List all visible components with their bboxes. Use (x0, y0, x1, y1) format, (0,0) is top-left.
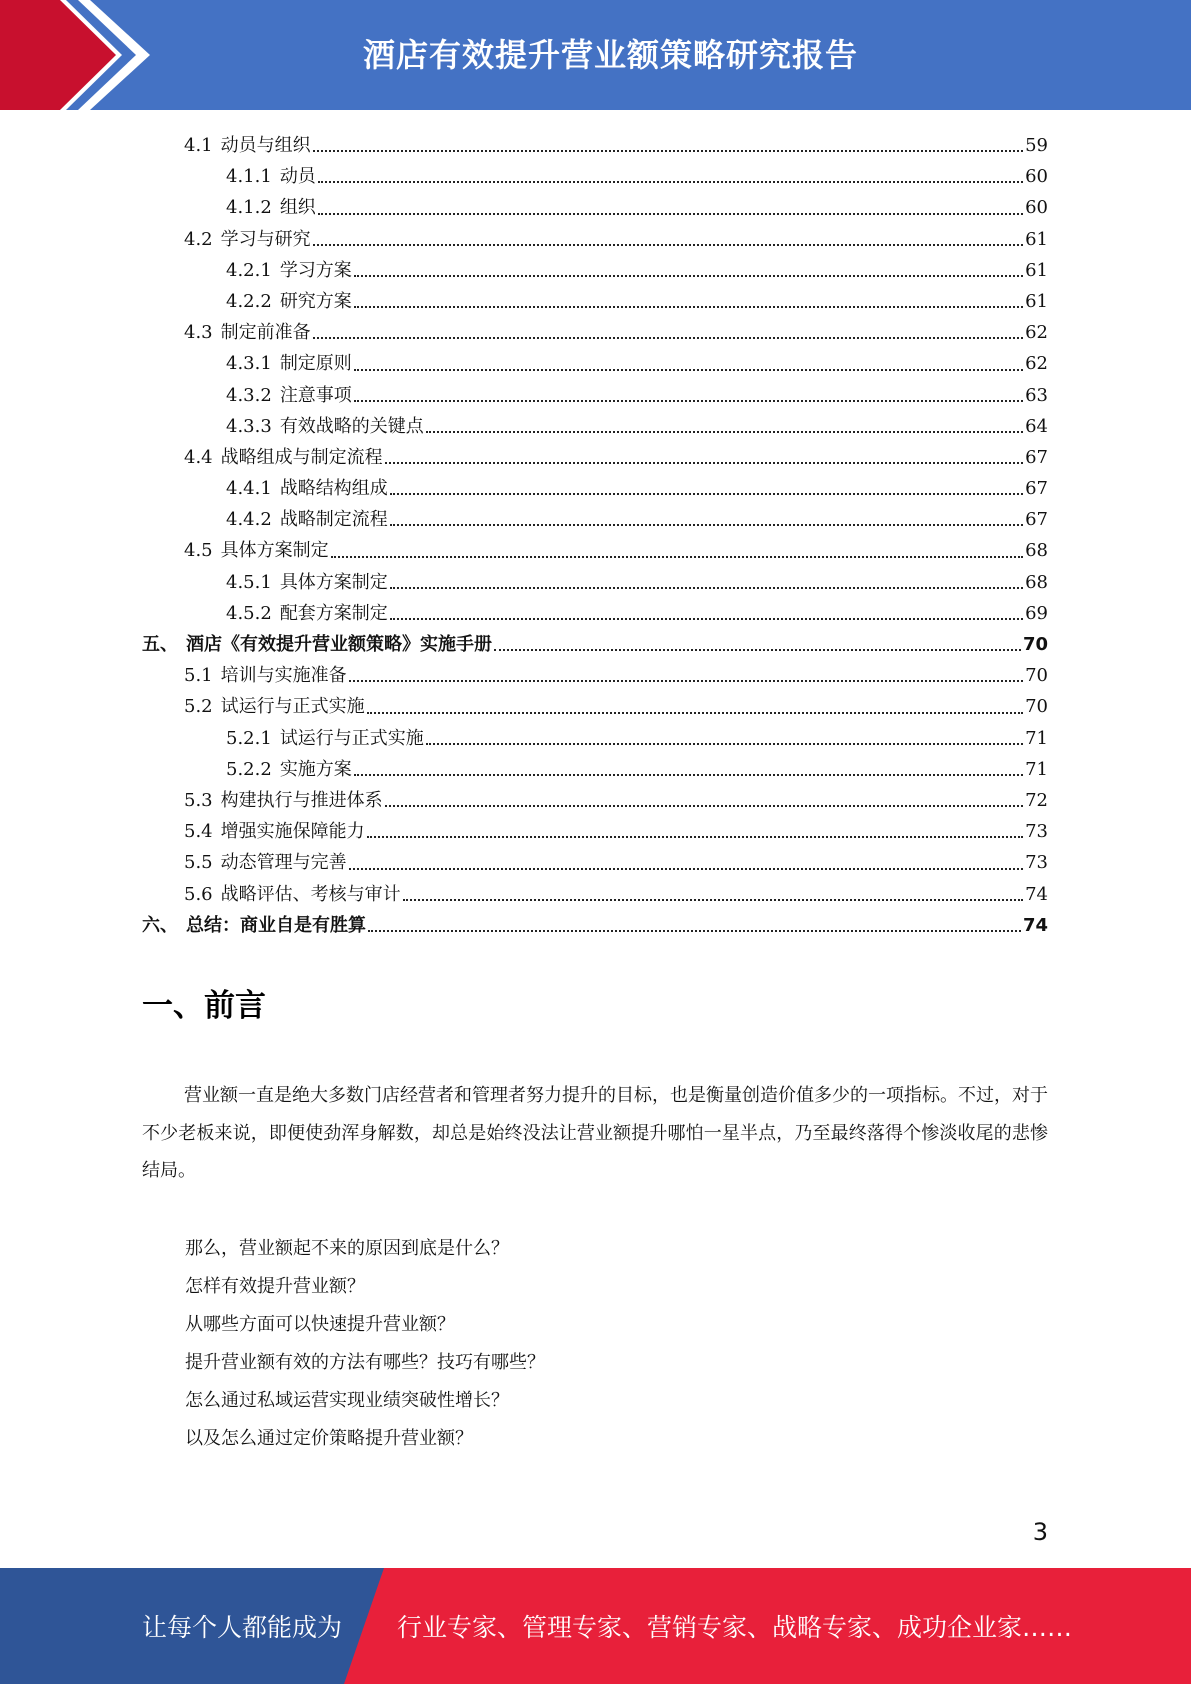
toc-entry[interactable] (142, 847, 1048, 878)
toc-entry[interactable] (142, 754, 1048, 785)
toc-entry-number: 4.3.2 (226, 384, 272, 406)
toc-entry[interactable] (142, 691, 1048, 722)
document-title: 酒店有效提升营业额策略研究报告 (362, 36, 858, 74)
toc-dot-leader (354, 368, 1023, 371)
toc-entry-title: 总结：商业自是有胜算 (186, 914, 366, 936)
toc-entry-page: 64 (1025, 415, 1048, 437)
table-of-contents (142, 130, 1048, 941)
toc-entry-page: 74 (1025, 883, 1048, 905)
toc-entry-title: 战略制定流程 (279, 509, 388, 531)
toc-entry-page: 68 (1025, 571, 1048, 593)
toc-entry[interactable] (142, 723, 1048, 754)
toc-entry-number: 5.2.1 (226, 727, 272, 749)
toc-dot-leader (494, 648, 1021, 651)
toc-entry-page: 60 (1025, 166, 1048, 188)
question-item: 那么，营业额起不来的原因到底是什么？ (185, 1238, 509, 1259)
toc-entry-page: 70 (1025, 665, 1048, 687)
toc-entry[interactable] (142, 348, 1048, 379)
toc-entry[interactable] (142, 785, 1048, 816)
toc-entry-page: 71 (1025, 727, 1048, 749)
toc-entry-number: 5.2 (184, 696, 213, 718)
toc-entry[interactable] (142, 816, 1048, 847)
toc-entry-number: 4.3 (184, 322, 213, 344)
toc-entry-title: 注意事项 (279, 384, 352, 406)
intro-paragraph: 营业额一直是绝大多数门店经营者和管理者努力提升的目标，也是衡量创造价值多少的一项指标。不过，对于不少老板来说，即便使劲浑身解数，却总是始终没法让营业额提升哪怕一星半点，乃至最终落得个惨淡收尾的悲惨结局。 (142, 1085, 1048, 1181)
toc-entry-page: 67 (1025, 446, 1048, 468)
toc-entry-page: 69 (1025, 602, 1048, 624)
toc-entry-page: 74 (1022, 914, 1048, 936)
toc-entry-title: 学习与研究 (220, 228, 311, 250)
toc-entry-page: 63 (1025, 384, 1048, 406)
toc-entry-number: 4.2 (184, 228, 213, 250)
toc-entry-title: 培训与实施准备 (220, 665, 347, 687)
toc-entry-page: 70 (1025, 696, 1048, 718)
footer-slogan: 让每个人都能成为 (142, 1613, 343, 1642)
toc-entry-number: 5.4 (184, 821, 213, 843)
toc-entry-title: 配套方案制定 (279, 602, 388, 624)
toc-entry-page: 61 (1025, 228, 1048, 250)
toc-entry-number: 4.4 (184, 446, 213, 468)
toc-entry-title: 动员与组织 (220, 135, 311, 156)
toc-entry[interactable] (142, 192, 1048, 223)
question-list (185, 1230, 545, 1458)
toc-entry-number: 5.2.2 (226, 758, 272, 780)
toc-entry-number: 4.2.1 (226, 259, 272, 281)
toc-entry[interactable] (142, 380, 1048, 411)
toc-entry[interactable] (142, 910, 1048, 941)
toc-entry-number: 5.5 (184, 852, 213, 874)
toc-entry-number: 4.5.1 (226, 571, 272, 593)
toc-entry-title: 研究方案 (279, 290, 352, 312)
toc-entry-number: 5.1 (184, 665, 213, 687)
toc-dot-leader (390, 492, 1023, 495)
question-item: 怎么通过私域运营实现业绩突破性增长？ (185, 1390, 509, 1411)
toc-entry-page: 67 (1025, 509, 1048, 531)
page-number: 3 (1032, 1518, 1048, 1546)
toc-entry-page: 73 (1025, 852, 1048, 874)
toc-entry-title: 具体方案制定 (279, 571, 388, 593)
toc-dot-leader (385, 461, 1023, 464)
toc-entry[interactable] (142, 224, 1048, 255)
toc-dot-leader (354, 274, 1023, 277)
toc-dot-leader (390, 523, 1023, 526)
toc-entry-number: 5.6 (184, 883, 213, 905)
toc-dot-leader (426, 742, 1023, 745)
toc-entry[interactable] (142, 504, 1048, 535)
toc-entry-number: 4.5.2 (226, 602, 272, 624)
toc-entry-title: 构建执行与推进体系 (220, 789, 383, 811)
toc-entry[interactable] (142, 535, 1048, 566)
toc-entry[interactable] (142, 629, 1048, 660)
toc-entry-number: 5.3 (184, 789, 213, 811)
toc-entry-page: 62 (1025, 322, 1048, 344)
toc-dot-leader (385, 804, 1023, 807)
toc-entry-number: 4.1.2 (226, 197, 272, 219)
toc-entry-title: 试运行与正式实施 (279, 727, 424, 749)
toc-dot-leader (313, 243, 1023, 246)
toc-dot-leader (390, 586, 1023, 589)
toc-entry-title: 制定前准备 (220, 322, 311, 344)
toc-dot-leader (403, 898, 1023, 901)
page-footer (0, 1568, 1191, 1684)
toc-entry-title: 动员 (279, 166, 316, 188)
toc-entry[interactable] (142, 598, 1048, 629)
section-heading: 一、前言 (142, 988, 266, 1024)
toc-entry-number: 4.3.1 (226, 353, 272, 375)
toc-entry-title: 制定原则 (279, 353, 352, 375)
toc-entry-number: 4.4.1 (226, 478, 272, 500)
toc-entry-page: 71 (1025, 758, 1048, 780)
toc-entry-page: 61 (1025, 259, 1048, 281)
toc-entry-number: 4.1 (184, 135, 213, 156)
toc-entry-title: 战略组成与制定流程 (220, 446, 383, 468)
toc-entry-page: 61 (1025, 290, 1048, 312)
toc-entry-number: 六、 (142, 914, 178, 936)
toc-dot-leader (354, 773, 1023, 776)
toc-entry-page: 62 (1025, 353, 1048, 375)
toc-dot-leader (349, 867, 1023, 870)
toc-entry-title: 战略评估、考核与审计 (220, 883, 401, 905)
toc-dot-leader (426, 430, 1023, 433)
toc-dot-leader (367, 711, 1023, 714)
toc-dot-leader (331, 555, 1023, 558)
question-item: 提升营业额有效的方法有哪些？技巧有哪些？ (185, 1352, 545, 1373)
toc-dot-leader (349, 679, 1023, 682)
toc-entry-number: 4.4.2 (226, 509, 272, 531)
page-header (0, 0, 1191, 110)
toc-entry[interactable] (142, 473, 1048, 504)
toc-entry[interactable] (142, 660, 1048, 691)
toc-entry-number: 4.1.1 (226, 166, 272, 188)
toc-entry[interactable] (142, 130, 1048, 161)
toc-entry[interactable] (142, 411, 1048, 442)
toc-dot-leader (313, 149, 1023, 152)
question-item: 以及怎么通过定价策略提升营业额？ (185, 1428, 473, 1449)
toc-entry-number: 五、 (142, 634, 178, 655)
toc-entry-page: 59 (1025, 135, 1048, 156)
toc-dot-leader (318, 212, 1023, 215)
toc-entry-title: 学习方案 (279, 259, 352, 281)
toc-dot-leader (368, 929, 1021, 932)
toc-entry[interactable] (142, 286, 1048, 317)
toc-dot-leader (390, 617, 1023, 620)
toc-entry-page: 72 (1025, 789, 1048, 811)
toc-entry-title: 组织 (279, 197, 316, 219)
toc-entry-title: 战略结构组成 (279, 478, 388, 500)
toc-entry-title: 动态管理与完善 (220, 852, 347, 874)
toc-entry[interactable] (142, 255, 1048, 286)
question-item: 怎样有效提升营业额？ (185, 1276, 365, 1297)
toc-entry-page: 70 (1022, 634, 1048, 655)
toc-entry-title: 增强实施保障能力 (220, 821, 365, 843)
toc-entry[interactable] (142, 879, 1048, 910)
toc-entry-title: 实施方案 (279, 758, 352, 780)
toc-entry-title: 酒店《有效提升营业额策略》实施手册 (186, 634, 492, 655)
toc-entry[interactable] (142, 567, 1048, 598)
toc-entry-page: 73 (1025, 821, 1048, 843)
toc-entry[interactable] (142, 442, 1048, 473)
toc-dot-leader (313, 336, 1023, 339)
toc-entry-title: 有效战略的关键点 (279, 415, 424, 437)
toc-entry-number: 4.2.2 (226, 290, 272, 312)
toc-dot-leader (318, 180, 1023, 183)
toc-dot-leader (367, 835, 1023, 838)
toc-entry-title: 具体方案制定 (220, 540, 329, 562)
toc-entry-page: 67 (1025, 478, 1048, 500)
toc-dot-leader (354, 399, 1023, 402)
toc-dot-leader (354, 305, 1023, 308)
toc-entry-number: 4.3.3 (226, 415, 272, 437)
toc-entry-page: 60 (1025, 197, 1048, 219)
toc-entry-title: 试运行与正式实施 (220, 696, 365, 718)
toc-entry-page: 68 (1025, 540, 1048, 562)
footer-roles: 行业专家、管理专家、营销专家、战略专家、成功企业家…… (397, 1613, 1073, 1642)
toc-entry[interactable] (142, 161, 1048, 192)
toc-entry[interactable] (142, 317, 1048, 348)
question-item: 从哪些方面可以快速提升营业额？ (185, 1314, 455, 1335)
toc-entry-number: 4.5 (184, 540, 213, 562)
